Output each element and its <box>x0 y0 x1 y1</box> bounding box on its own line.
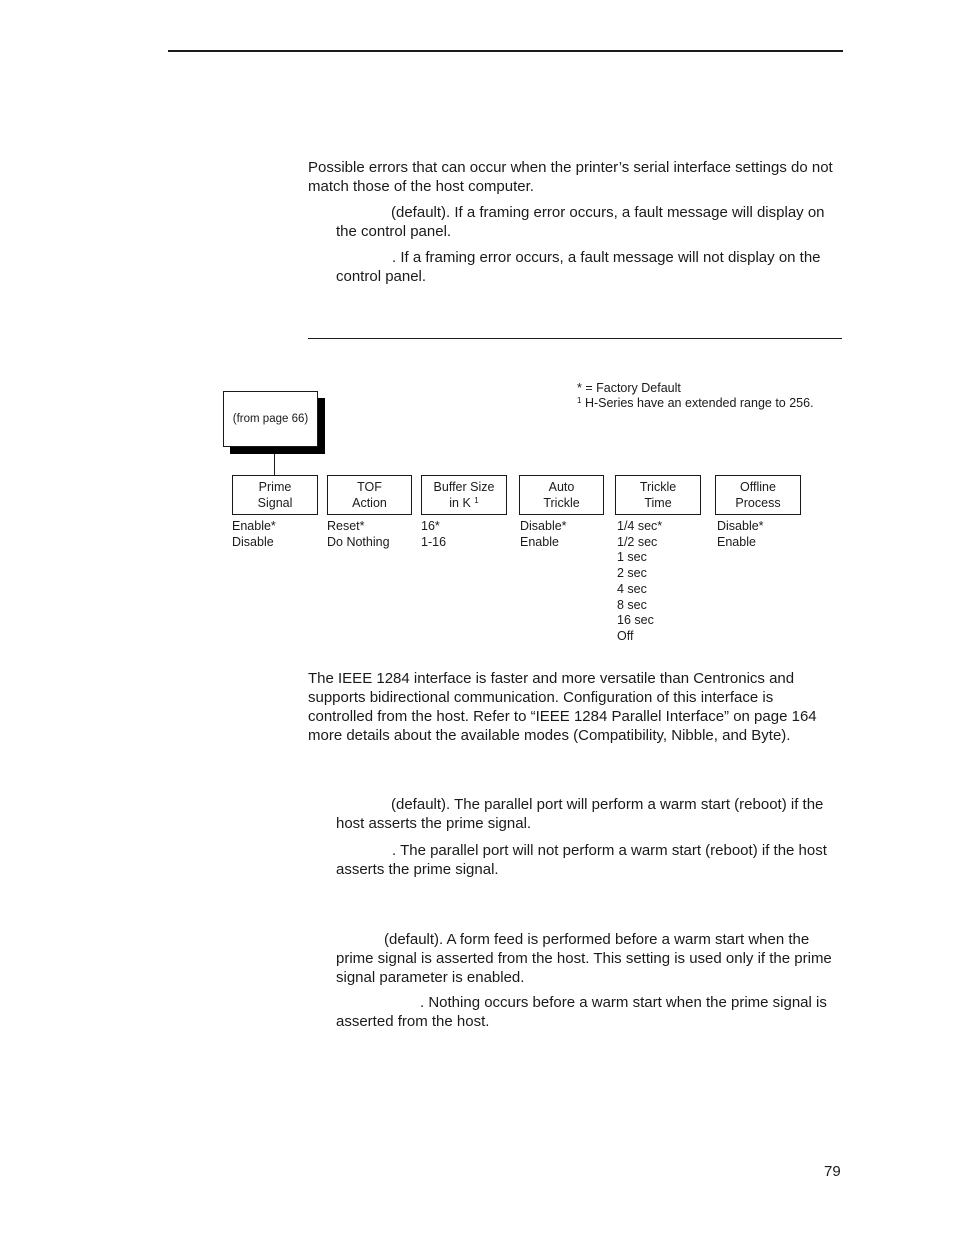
menu-box-line1: Trickle <box>639 480 677 494</box>
option-item: 16 sec <box>617 613 654 628</box>
menu-box-line2: Signal <box>257 496 293 510</box>
option-item: 1 sec <box>617 550 647 565</box>
menu-box-offline-process <box>715 475 801 515</box>
options-offline-process <box>717 519 764 550</box>
option-item: 8 sec <box>617 597 647 612</box>
options-trickle-time <box>617 519 662 645</box>
menu-box-line2: Trickle <box>543 496 580 510</box>
framing-error-intro: Possible errors that can occur when the printer’s serial interface settings do not match those of the host computer. <box>308 159 833 195</box>
option-item: Off <box>617 628 634 643</box>
option-item: Do Nothing <box>327 534 390 549</box>
prime-signal-disable-desc <box>336 841 842 879</box>
options-tof-action <box>327 519 390 550</box>
tof-action-do-nothing-text: . Nothing occurs before a warm start when the prime signal is asserted from the host. <box>336 994 827 1030</box>
ieee-1284-intro: The IEEE 1284 interface is faster and more versatile than Centronics and supports bidirectional communication. Configuration of this interface is controlled from the host. Refer to “IEEE 1284 Parallel Interface” on page 164 more details about the available modes (Compatibility, Nibble, and Byte). <box>308 670 817 744</box>
prime-signal-enable-desc <box>336 795 842 833</box>
prime-signal-enable-text: (default). The parallel port will perform a warm start (reboot) if the host asserts the prime signal. <box>336 796 824 832</box>
menu-box-line1: TOF <box>357 480 382 494</box>
option-item: Disable* <box>717 519 764 533</box>
option-item: 16* <box>421 519 440 533</box>
tof-action-reset-text: (default). A form feed is performed before a warm start when the prime signal is asserted from the host. This setting is used only if the prime signal parameter is enabled. <box>336 931 832 986</box>
option-item: Reset* <box>327 519 365 533</box>
menu-box-line1: Buffer Size <box>433 480 495 494</box>
legend-footnote-marker: 1 <box>577 396 582 405</box>
header-rule <box>168 50 843 52</box>
entry-connector <box>274 454 275 475</box>
menu-box-line1: Prime <box>258 480 292 494</box>
menu-box-line2: in K <box>449 496 471 510</box>
framing-error-disable-text: . If a framing error occurs, a fault message will not display on the control panel. <box>336 249 821 285</box>
menu-box-buffer-size <box>421 475 507 515</box>
option-item: Disable <box>232 534 274 549</box>
options-prime-signal <box>232 519 276 550</box>
options-buffer-size <box>421 519 446 550</box>
option-item: 1/4 sec* <box>617 519 663 533</box>
options-auto-trickle <box>520 519 567 550</box>
legend-footnote-text: H-Series have an extended range to 256. <box>584 396 814 410</box>
framing-error-enable-desc <box>336 203 842 241</box>
framing-error-enable-text: (default). If a framing error occurs, a fault message will display on the control panel. <box>336 204 825 240</box>
menu-box-footnote-marker: 1 <box>474 496 479 505</box>
option-item: 1/2 sec <box>617 534 658 549</box>
option-item: Enable* <box>232 519 276 533</box>
option-item: 2 sec <box>617 566 647 581</box>
menu-box-line1: Auto <box>548 480 575 494</box>
tof-action-reset-desc <box>336 930 832 987</box>
option-item: Enable <box>520 534 559 549</box>
menu-box-line2: Time <box>644 496 672 510</box>
menu-box-line2: Action <box>352 496 387 510</box>
menu-box-line2: Process <box>735 496 781 510</box>
menu-box-auto-trickle <box>519 475 604 515</box>
option-item: 1-16 <box>421 534 447 549</box>
menu-box-tof-action <box>327 475 412 515</box>
section-rule <box>308 338 842 339</box>
entry-box-from-page <box>223 391 318 447</box>
tof-action-do-nothing-desc <box>336 993 842 1031</box>
entry-box-label: (from page 66) <box>232 413 309 425</box>
menu-box-line1: Offline <box>740 480 776 494</box>
legend-footnote <box>577 396 814 411</box>
menu-box-line2-group <box>449 495 478 511</box>
option-item: 4 sec <box>617 581 647 596</box>
menu-box-trickle-time <box>615 475 701 515</box>
framing-error-disable-desc <box>336 248 842 286</box>
diagram-legend <box>577 381 814 411</box>
prime-signal-disable-text: . The parallel port will not perform a warm start (reboot) if the host asserts the prime signal. <box>336 842 827 878</box>
option-item: Enable <box>717 534 756 549</box>
menu-box-prime-signal <box>232 475 318 515</box>
page-number: 79 <box>824 1163 841 1180</box>
legend-factory-default: * = Factory Default <box>577 381 681 395</box>
option-item: Disable* <box>520 519 567 533</box>
